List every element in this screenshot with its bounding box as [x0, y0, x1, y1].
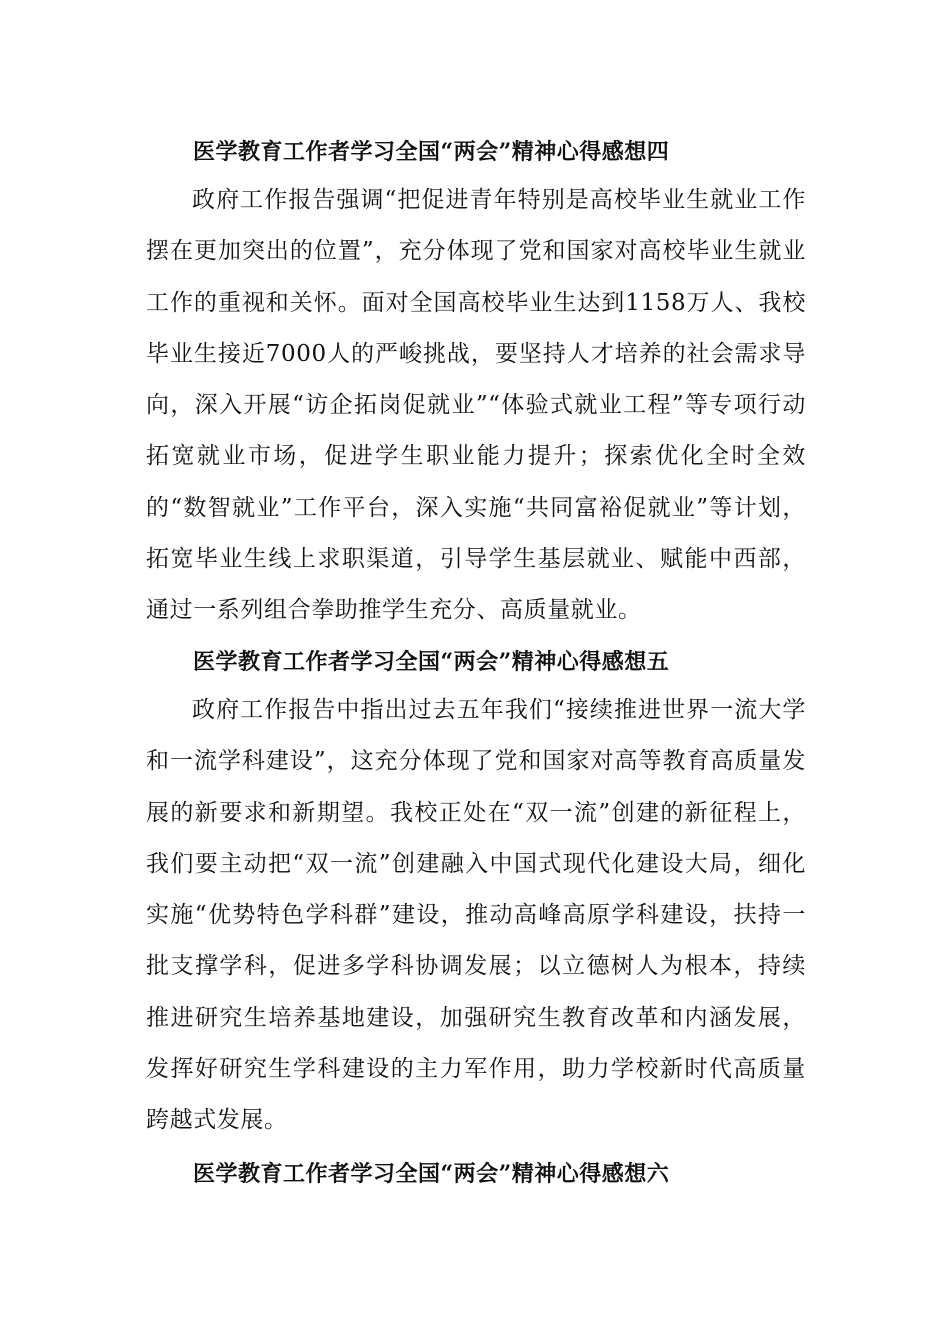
section-body-5: 政府工作报告中指出过去五年我们“接续推进世界一流大学和一流学科建设”，这充分体现了党和国家对高等教育高质量发展的新要求和新期望。我校正处在“双一流”创建的新征程上，我们要主动把“双一流”创建融入中国式现代化建设大局，细化实施“优势特色学科群”建设，推动高峰高原学科建设，扶持一批支撑学科，促进多学科协调发展；以立德树人为根本，持续推进研究生培养基地建设，加强研究生教育改革和内涵发展，发挥好研究生学科建设的主力军作用，助力学校新时代高质量跨越式发展。 [146, 697, 806, 1134]
section-body-4: 政府工作报告强调“把促进青年特别是高校毕业生就业工作摆在更加突出的位置”，充分体现了党和国家对高校毕业生就业工作的重视和关怀。面对全国高校毕业生达到1158万人、我校毕业生接近7000人的严峻挑战，要坚持人才培养的社会需求导向，深入开展“访企拓岗促就业”“体验式就业工程”等专项行动拓宽就业市场，促进学生职业能力提升；探索优化全时全效的“数智就业”工作平台，深入实施“共同富裕促就业”等计划，拓宽毕业生线上求职渠道，引导学生基层就业、赋能中西部，通过一系列组合拳助推学生充分、高质量就业。 [146, 187, 806, 624]
section-title-5: 医学教育工作者学习全国“两会”精神心得感想五 [193, 649, 670, 675]
section-title-4: 医学教育工作者学习全国“两会”精神心得感想四 [193, 139, 670, 165]
section-title-6: 医学教育工作者学习全国“两会”精神心得感想六 [193, 1161, 670, 1187]
